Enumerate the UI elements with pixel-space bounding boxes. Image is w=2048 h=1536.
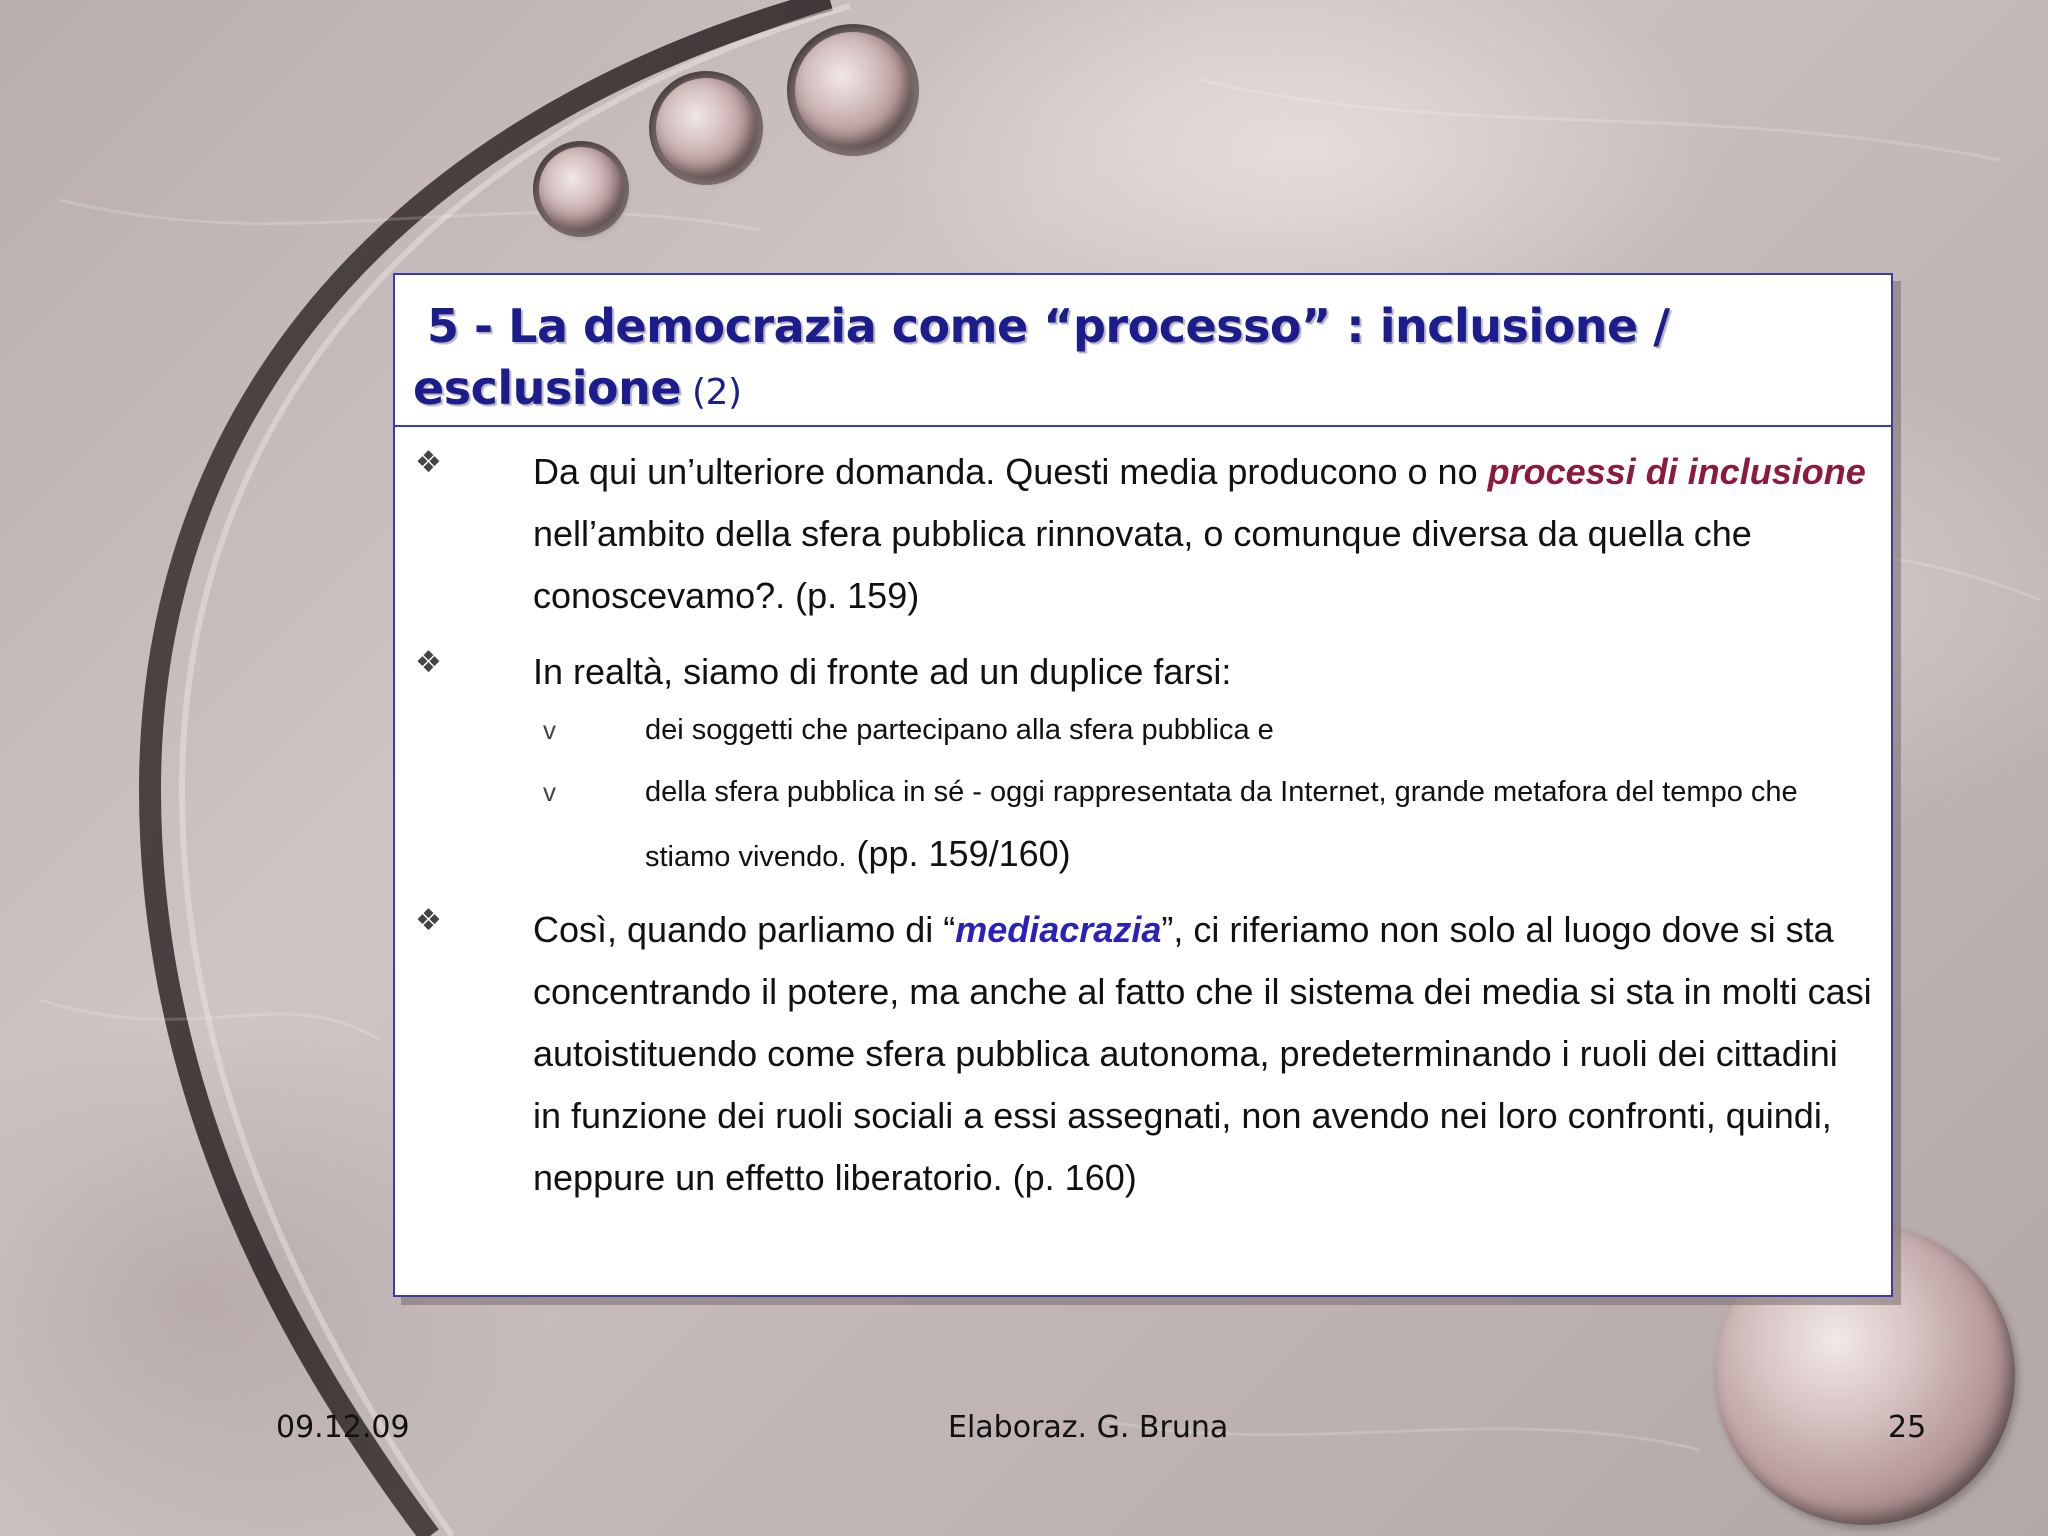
- diamond-bullet-icon: ❖: [415, 445, 442, 480]
- footer-author: Elaboraz. G. Bruna: [948, 1410, 1229, 1445]
- sub-item-2-main: della sfera pubblica in sé - oggi rappresentata da Internet, grande metafora del tempo che stiamo vivendo.: [645, 776, 1798, 873]
- p3-text-b: ”, ci riferiamo non solo al luogo dove si sta concentrando il potere, ma anche al fatto che il sistema dei media si sta in molti casi autoistituendo come sfera pubblica autonoma, predeterminando i ruoli dei cittadini in funzione dei ruoli sociali a essi assegnati, non avendo nei loro confronti, quindi, neppure un effetto liberatorio. (p. 160): [533, 909, 1872, 1198]
- check-bullet-icon: v: [543, 777, 556, 807]
- sphere-decoration-1: [539, 147, 623, 231]
- diamond-bullet-icon: ❖: [415, 645, 442, 680]
- slide-title: [413, 295, 1853, 424]
- sphere-decoration-2: [656, 78, 756, 178]
- p1-text-b: nell’ambito della sfera pubblica rinnovata, o comunque diversa da quella che conoscevamo?. (p. 159): [533, 513, 1752, 616]
- footer-date: 09.12.09: [276, 1410, 410, 1445]
- paragraph-3-text: [533, 899, 1873, 1209]
- check-bullet-icon: v: [543, 715, 556, 745]
- sub-item-1-text: dei soggetti che partecipano alla sfera pubblica e: [645, 714, 1274, 746]
- title-area: [395, 275, 1891, 427]
- title-line-2-text: esclusione: [413, 361, 682, 415]
- paragraph-2-text: In realtà, siamo di fronte ad un duplice farsi:: [533, 651, 1232, 692]
- p3-text-a: Così, quando parliamo di “: [533, 909, 956, 950]
- footer-page-number: 25: [1888, 1410, 1927, 1445]
- sphere-decoration-3: [795, 32, 911, 148]
- sub-item-2-text: [645, 761, 1875, 888]
- title-line-1: 5 - La democrazia come “processo” : inclusione /: [427, 299, 1670, 353]
- p1-text-a: Da qui un’ulteriore domanda. Questi media producono o no: [533, 451, 1488, 492]
- p1-highlight: processi di inclusione: [1487, 451, 1866, 492]
- sub-item-2-ref: (pp. 159/160): [846, 833, 1071, 874]
- diamond-bullet-icon: ❖: [415, 903, 442, 938]
- title-line-2: [413, 357, 1853, 424]
- content-box: [393, 273, 1893, 1297]
- paragraph-1-text: [533, 441, 1873, 627]
- p3-highlight: mediacrazia: [955, 909, 1162, 950]
- title-suffix: (2): [681, 372, 742, 413]
